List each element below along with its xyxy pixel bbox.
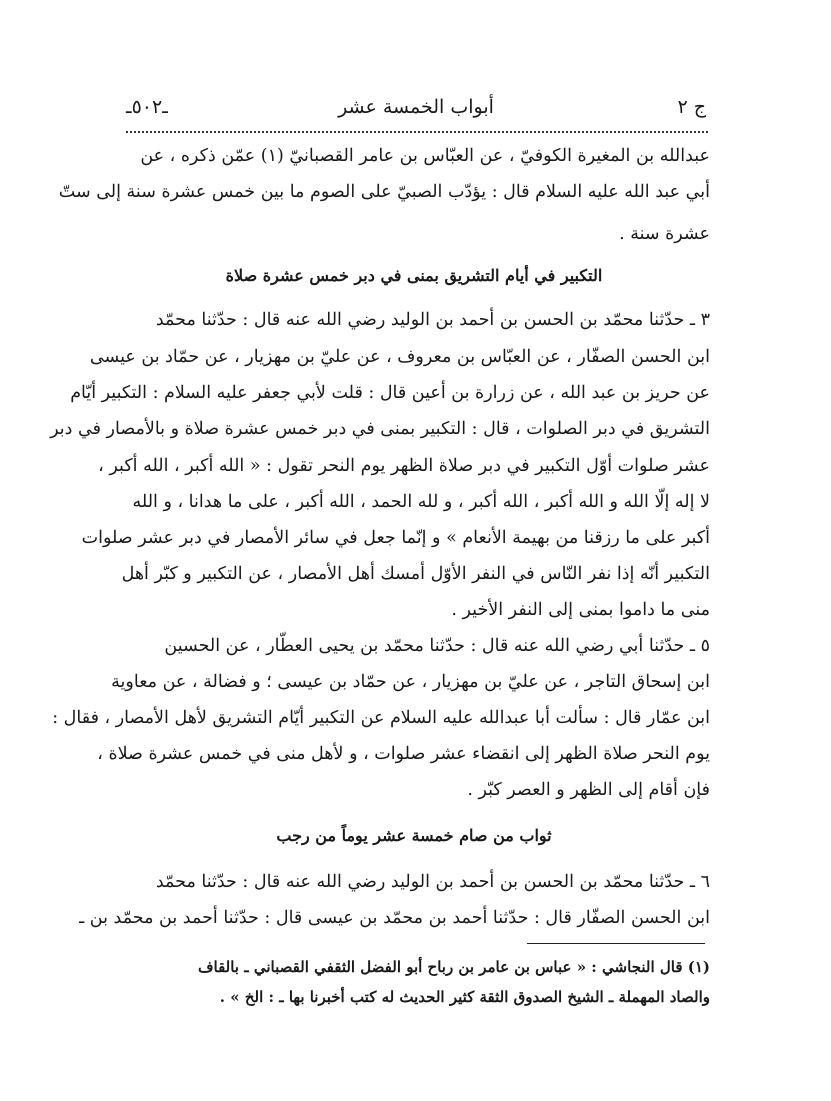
footnote-line: (١) قال النجاشي : « عباس بن عامر بن رباح أبو الفضل الثقفي القصباني ـ بالقاف [197, 958, 710, 976]
text-line: عشرة سنة . [619, 224, 710, 244]
text-line: لا إله إلّا الله و الله أكبر ، الله أكبر ، و لله الحمد ، الله أكبر ، على ما هدانا ، و الله [132, 492, 710, 512]
header-divider [126, 131, 708, 133]
text-line: أكبر على ما رزقنا من بهيمة الأنعام » و إنّما جعل في سائر الأمصار في دبر عشر صلوات [81, 528, 710, 548]
text-line: ٣ ـ حدّثنا محمّد بن الحسن بن أحمد بن الوليد رضي الله عنه قال : حدّثنا محمّد [155, 310, 710, 330]
volume-label: ج ٢ [677, 96, 706, 118]
text-line: فإن أقام إلى الظهر و العصر كبّر . [467, 780, 710, 800]
running-title: أبواب الخمسة عشر [338, 96, 494, 118]
text-line: أبي عبد الله عليه السلام قال : يؤدّب الصبيّ على الصوم ما بين خمس عشرة سنة إلى ستّ [58, 182, 710, 202]
page-header [126, 90, 706, 130]
text-line: التشريق في دبر الصلوات ، قال : التكبير بمنى في دبر خمس عشرة صلاة و بالأمصار في دبر [50, 419, 710, 439]
section-heading-takbir: التكبير في أيام التشريق بمنى في دبر خمس عشرة صلاة [225, 266, 603, 285]
section-heading-rajab: ثواب من صام خمسة عشر يوماً من رجب [276, 826, 552, 845]
text-line: يوم النحر صلاة الظهر إلى انقضاء عشر صلوات ، و لأهل منى في خمس عشرة صلاة ، [97, 744, 710, 764]
text-line: عن حريز بن عبد الله ، عن زرارة بن أعين قال : قلت لأبي جعفر عليه السلام : التكبير أيّام [70, 383, 710, 403]
text-line: ابن الحسن الصفّار ، عن العبّاس بن معروف ، عن عليّ بن مهزيار ، عن حمّاد بن عيسى [89, 347, 710, 367]
text-line: منى ما داموا بمنى إلى النفر الأخير . [451, 600, 710, 620]
text-line: عبدالله بن المغيرة الكوفيّ ، عن العبّاس بن عامر القصبانيّ (١) عمّن ذكره ، عن [140, 146, 710, 166]
text-line: عشر صلوات أوّل التكبير في دبر صلاة الظهر يوم النحر تقول : « الله أكبر ، الله أكبر ، [98, 456, 710, 476]
text-line: ٦ ـ حدّثنا محمّد بن الحسن بن أحمد بن الوليد رضي الله عنه قال : حدّثنا محمّد [155, 872, 710, 892]
footnote-divider [527, 943, 705, 944]
text-line: ٥ ـ حدّثنا أبي رضي الله عنه قال : حدّثنا محمّد بن يحيى العطّار ، عن الحسين [164, 636, 710, 656]
text-line: ابن الحسن الصفّار قال : حدّثنا أحمد بن محمّد بن عيسى قال : حدّثنا أحمد بن محمّد بن ـ [79, 908, 710, 928]
page-number: ـ٥٠٢ـ [126, 96, 168, 118]
text-line: ابن إسحاق التاجر ، عن عليّ بن مهزيار ، عن حمّاد بن عيسى ؛ و فضالة ، عن معاوية [111, 672, 710, 692]
footnote-line: والصاد المهملة ـ الشيخ الصدوق الثقة كثير الحديث له كتب أخبرنا بها ـ : الخ » . [219, 988, 710, 1006]
text-line: التكبير أنّه إذا نفر النّاس في النفر الأوّل أمسك أهل الأمصار ، عن التكبير و كبّر أهل [121, 564, 710, 584]
text-line: ابن عمّار قال : سألت أبا عبدالله عليه السلام عن التكبير أيّام التشريق لأهل الأمصار ، فقال : [52, 708, 710, 728]
